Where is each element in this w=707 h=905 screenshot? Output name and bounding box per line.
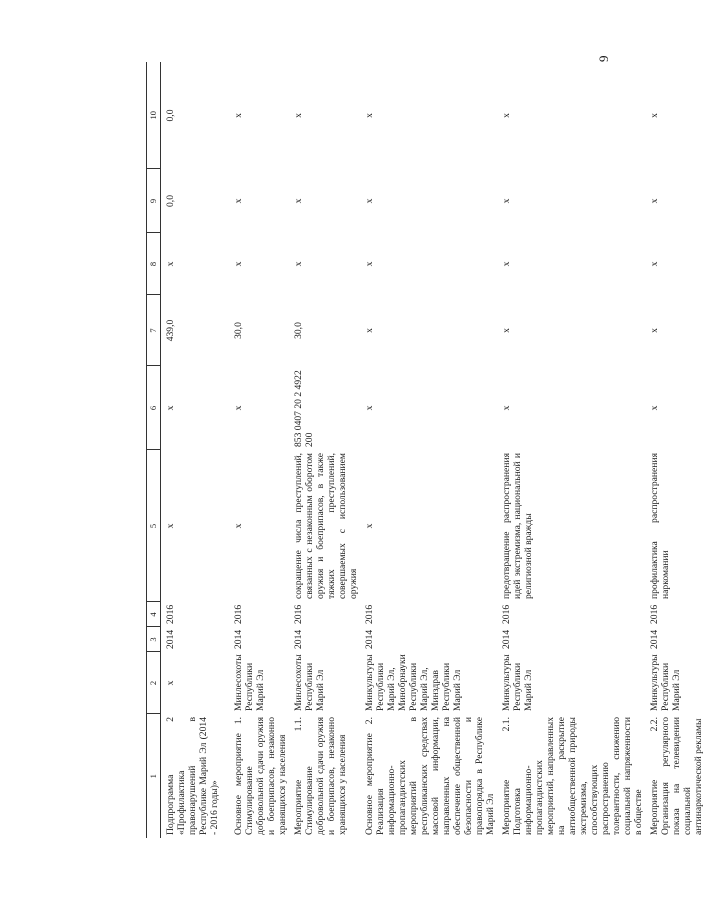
header-cell: 5: [147, 450, 161, 602]
value-col10: х: [648, 113, 660, 118]
budget-code: х: [363, 405, 375, 411]
header-cell: 8: [147, 233, 161, 295]
value-col7: х: [500, 328, 512, 333]
value-col8: х: [500, 261, 512, 267]
measure-name: Основное мероприятие 1. Стимулирование добровольной сдачи оружия и боеприпасов, незаконно хранящихся у населения: [232, 717, 288, 835]
table-row: [161, 62, 231, 838]
budget-code: х: [648, 405, 660, 411]
end-year: 2016: [232, 604, 244, 624]
end-year: 2016: [648, 604, 660, 624]
value-col8: х: [648, 261, 660, 267]
table-row: [362, 62, 499, 838]
expected-result: сокращение числа преступлений, связанных с незаконным оборотом оружия и боеприпасов, в также тяжких преступлений, совершаемых с использованием оружия: [292, 453, 359, 599]
start-year: 2014: [292, 629, 304, 649]
budget-code: х: [500, 405, 512, 411]
value-col7: х: [363, 328, 375, 333]
measure-name: Основное мероприятие 2. Реализация информационно-пропагандистских мероприятий в республиканских средствах массовой информации, направленных на обеспечение общественной безопасности и правопорядка в Республике Марий Эл: [363, 717, 496, 835]
start-year: 2014: [165, 629, 176, 649]
value-col8: х: [165, 261, 176, 267]
expected-result: х: [232, 523, 244, 529]
end-year: 2016: [363, 604, 375, 624]
executor: х: [165, 680, 176, 686]
program-table: [146, 62, 707, 838]
value-col8: х: [363, 261, 375, 267]
value-col9: х: [500, 198, 512, 204]
value-col7: 30,0: [232, 322, 244, 339]
value-col9: 0,0: [165, 195, 176, 207]
executor: Минлесохоты Республики Марий Эл: [292, 654, 326, 711]
end-year: 2016: [500, 604, 512, 624]
value-col9: х: [232, 198, 244, 204]
budget-code: х: [232, 405, 244, 411]
rotated-table-container: [146, 62, 704, 838]
budget-code: 853 0407 20 2 4922 200: [292, 370, 315, 447]
header-cell: 3: [147, 627, 161, 652]
value-col9: х: [648, 198, 660, 204]
table-row: [499, 62, 647, 838]
value-col7: 439,0: [165, 319, 176, 342]
value-col7: 30,0: [292, 322, 304, 339]
start-year: 2014: [500, 629, 512, 649]
end-year: 2016: [165, 604, 176, 624]
value-col7: х: [648, 328, 660, 333]
header-cell: 2: [147, 652, 161, 714]
value-col10: х: [500, 113, 512, 118]
header-cell: 1: [147, 714, 161, 838]
header-cell: 6: [147, 366, 161, 450]
header-cell: 9: [147, 169, 161, 233]
header-row: [147, 62, 161, 838]
measure-name: Мероприятие 2.2. Организация регулярного показа на телевидении социальной антинаркотической рекламы: [648, 717, 704, 835]
value-col10: х: [232, 113, 244, 118]
expected-result: х: [165, 523, 176, 529]
table-row: [647, 62, 707, 838]
executor: Минкультуры Республики Марий Эл: [648, 654, 682, 711]
executor: Минкультуры Республики Марий Эл, Минобрнауки Республики Марий Эл, Минздрав Республики Марий Эл: [363, 654, 463, 711]
measure-name: Мероприятие 2.1. Подготовка информационно-пропагандистских мероприятий, направленных на раскрытие антиобщественной природы экстремизма, способствующих распространению толерантности, снижению социальной напряженности в обществе: [500, 717, 644, 835]
expected-result: х: [363, 523, 375, 529]
start-year: 2014: [232, 629, 244, 649]
header-cell: 10: [147, 62, 161, 169]
value-col10: х: [363, 113, 375, 118]
value-col10: х: [292, 113, 304, 118]
measure-name: Подпрограмма 2 «Профилактика правонарушений в Республике Марий Эл (2014 - 2016 годы)»: [165, 717, 220, 835]
table-row: [231, 62, 291, 838]
executor: Минкультуры Республики Марий Эл: [500, 654, 534, 711]
budget-code: х: [165, 405, 176, 411]
header-cell: 4: [147, 602, 161, 627]
executor: Минлесохоты Республики Марий Эл: [232, 654, 266, 711]
value-col8: х: [232, 261, 244, 267]
expected-result: предотвращение распространения идей экстремизма, национальной и религиозной вражды: [500, 453, 534, 599]
value-col9: х: [292, 198, 304, 204]
start-year: 2014: [648, 629, 660, 649]
measure-name: Мероприятие 1.1. Стимулирование добровольной сдачи оружия и боеприпасов, незаконно хранящихся у населения: [292, 717, 348, 835]
end-year: 2016: [292, 604, 304, 624]
start-year: 2014: [363, 629, 375, 649]
page-number: 9: [596, 55, 611, 62]
value-col9: х: [363, 198, 375, 204]
value-col8: х: [292, 261, 304, 267]
expected-result: профилактика распространения наркомании: [648, 453, 671, 599]
table-row: [291, 62, 362, 838]
value-col10: 0,0: [165, 109, 176, 122]
header-cell: 7: [147, 295, 161, 366]
